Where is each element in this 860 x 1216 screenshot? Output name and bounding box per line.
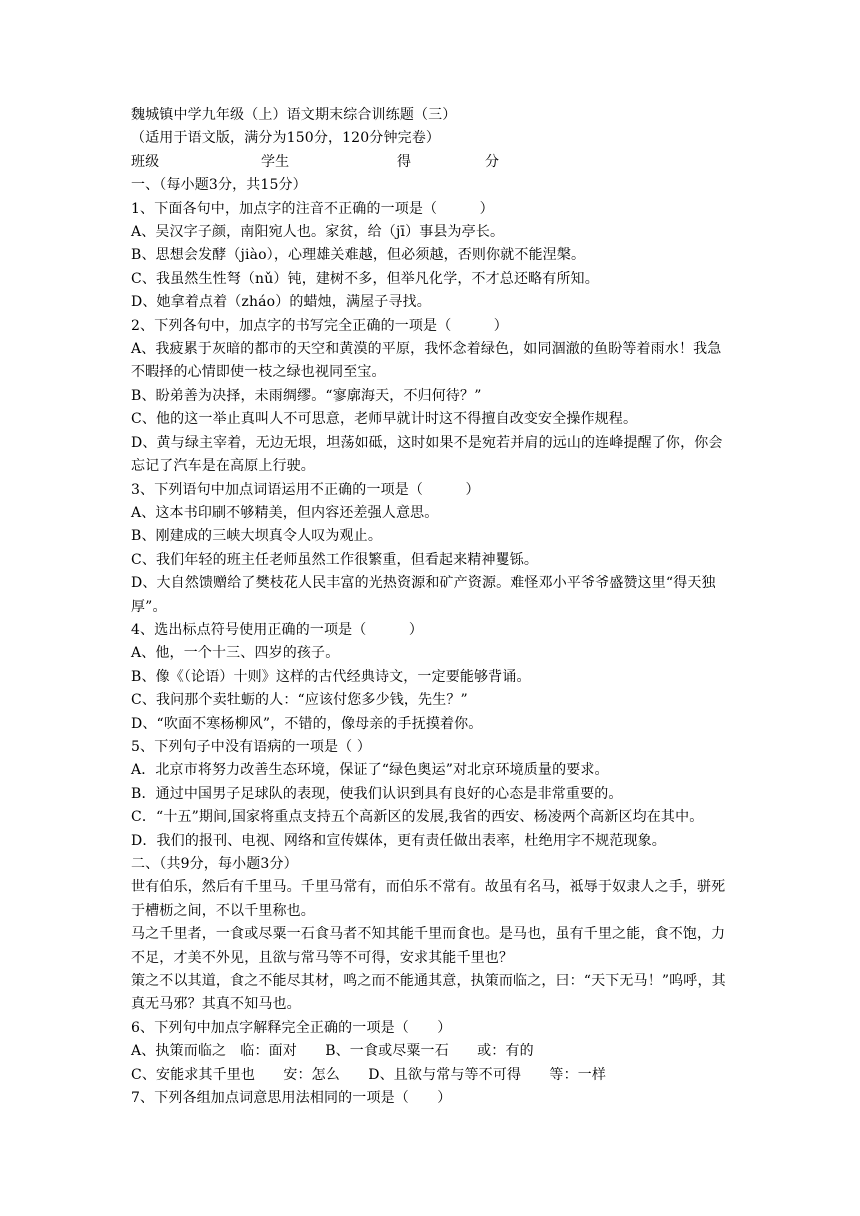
passage-paragraph-2: 马之千里者，一食或尽粟一石食马者不知其能千里而食也。是马也，虽有千里之能，食不饱，力不足，才美不外见，且欲与常马等不可得，安求其能千里也？ [131,926,726,966]
question-4: 4、选出标点符号使用正确的一项是（ ） [131,621,424,638]
question-1: 1、下面各句中，加点字的注音不正确的一项是（ ） [131,200,494,217]
q6-options-cd: C、安能求其千里也 安：怎么 D、且欲与常与等不可得 等：一样 [131,1066,607,1083]
class-field-label: 班级 [131,153,160,170]
q4-option-c: C、我问那个卖牡蛎的人：“应该付您多少钱，先生？” [131,692,468,709]
q3-option-c: C、我们年轻的班主任老师虽然工作很繁重，但看起来精神矍铄。 [131,551,539,568]
q1-option-c: C、我虽然生性弩（nǔ）钝，建树不多，但举凡化学，不才总还略有所知。 [131,270,599,287]
exam-title: 魏城镇中学九年级（上）语文期末综合训练题（三） [131,107,457,123]
passage-paragraph-1: 世有伯乐，然后有千里马。千里马常有，而伯乐不常有。故虽有名马，祗辱于奴隶人之手，骈死于槽枥之间，不以千里称也。 [131,879,726,919]
score-field-label-2: 分 [485,153,500,170]
q2-option-a: A、我疲累于灰暗的都市的天空和黄漠的平原，我怀念着绿色，如同涸澈的鱼盼等着雨水！我急不暇择的心情即使一枝之绿也视同至宝。 [131,341,722,381]
q2-option-b: B、盼弟善为决择，未雨绸缪。“寥廓海天，不归何待？” [131,387,482,404]
student-info-line [131,151,731,174]
question-7: 7、下列各组加点词意思用法相同的一项是（ ） [131,1090,452,1107]
q3-option-d: D、大自然馈赠给了樊枝花人民丰富的光热资源和矿产资源。难怪邓小平爷爷盛赞这里“得天独厚”。 [131,575,716,615]
q2-option-d: D、黄与绿主宰着，无边无垠，坦荡如砥，这时如果不是宛若并肩的远山的连峰提醒了你，你会忘记了汽车是在高原上行驶。 [131,434,723,475]
q1-option-a: A、吴汉字子颜，南阳宛人也。家贫，给（jī）事县为亭长。 [131,224,505,241]
question-3: 3、下列语句中加点词语运用不正确的一项是（ ） [131,481,480,498]
q3-option-b: B、刚建成的三峡大坝真令人叹为观止。 [131,528,382,545]
q6-options-ab: A、执策而临之 临：面对 B、一食或尽粟一石 或：有的 [131,1043,534,1060]
q2-option-c: C、他的这一举止真叫人不可思意，老师早就计时这不得擅自改变安全操作规程。 [131,411,638,428]
q5-option-b: B．通过中国男子足球队的表现，使我们认识到具有良好的心态是非常重要的。 [131,785,623,802]
exam-subtitle: （适用于语文版，满分为150分，120分钟完卷） [131,130,441,147]
q5-option-d: D．我们的报刊、电视、网络和宣传媒体，更有责任做出表率，杜绝用字不规范现象。 [131,832,666,849]
passage-paragraph-3: 策之不以其道，食之不能尽其材，鸣之而不能通其意，执策而临之，曰：“天下无马！”呜呼，其真无马邪？其真不知马也。 [131,973,726,1013]
score-field-label-1: 得 [397,153,412,170]
q5-option-a: A．北京市将努力改善生态环境，保证了“绿色奥运”对北京环境质量的要求。 [131,762,609,779]
section-two-heading: 二、（共9分，每小题3分） [131,856,298,872]
question-6: 6、下列句中加点字解释完全正确的一项是（ ） [131,1019,452,1036]
student-field-label: 学生 [261,153,290,170]
q4-option-d: D、“吹面不寒杨柳风”，不错的，像母亲的手抚摸着你。 [131,715,483,732]
exam-page [131,104,731,1110]
section-one-heading: 一、（每小题3分，共15分） [131,177,307,194]
q3-option-a: A、这本书印刷不够精美，但内容还差强人意思。 [131,504,439,521]
q4-option-b: B、像《（论语）十则》这样的古代经典诗文，一定要能够背诵。 [131,668,531,685]
q5-option-c: C．“十五”期间,国家将重点支持五个高新区的发展,我省的西安、杨凌两个高新区均在其中。 [131,809,704,826]
q1-option-d: D、她拿着点着（zháo）的蜡烛，满屋子寻找。 [131,294,431,311]
question-5: 5、下列句子中没有语病的一项是（ ） [131,738,372,755]
question-2: 2、下列各句中，加点字的书写完全正确的一项是（ ） [131,317,508,334]
q4-option-a: A、他，一个十三、四岁的孩子。 [131,645,340,662]
q1-option-b: B、思想会发酵（jiào），心理雄关难越，但必须越，否则你就不能涅槃。 [131,247,586,264]
